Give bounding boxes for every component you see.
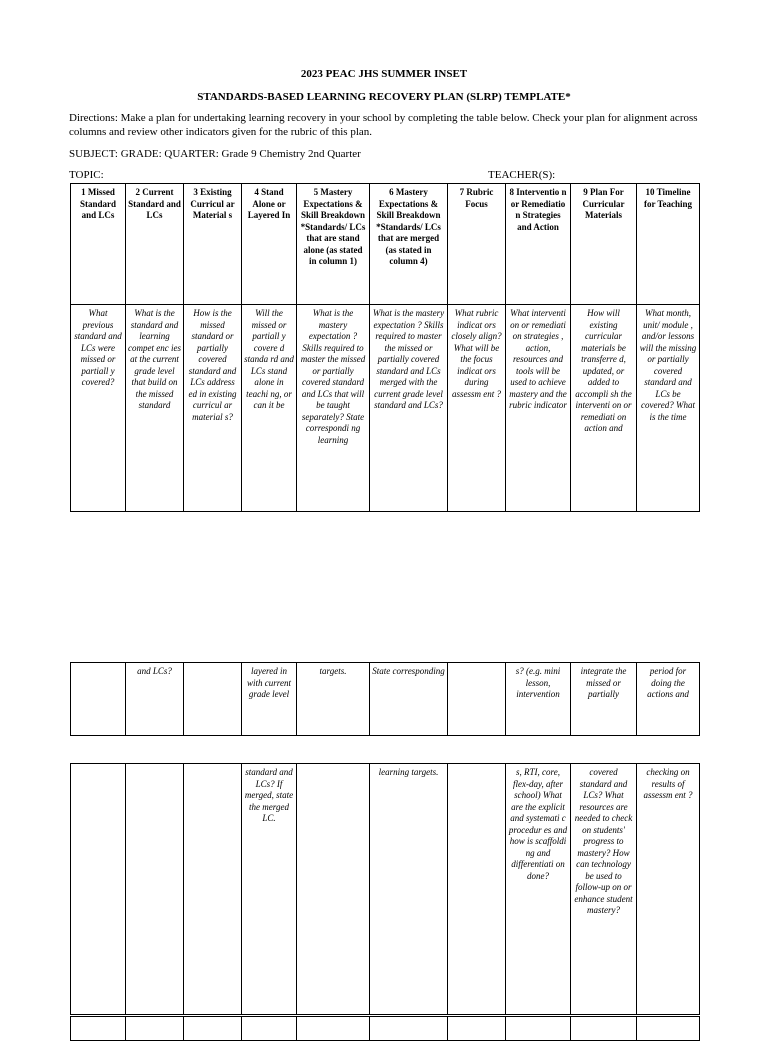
table-cell: s? (e.g. mini lesson, intervention [506,663,571,736]
table-cell: How will existing curricular materials be transferre d, updated, or added to accompli sh the interventi on or remediati on action and [571,305,637,512]
table-cell: targets. [297,663,370,736]
header-cell: 5 Mastery Expectations & Skill Breakdown *Standards/ LCs that are stand alone (as stated in column 1) [297,184,370,305]
header-cell: 10 Timeline for Teaching [637,184,700,305]
table-cell: period for doing the actions and [637,663,700,736]
header-row [71,184,700,305]
table-cell: standard and LCs? If merged, state the merged LC. [242,764,297,1015]
table-cell [506,1017,571,1041]
header-cell: 8 Interventio n or Remediatio n Strategies and Action [506,184,571,305]
table-cell: State corresponding [370,663,448,736]
teachers-label: TEACHER(S): [488,169,556,181]
table-cell: checking on results of assessm ent ? [637,764,700,1015]
header-cell: 7 Rubric Focus [448,184,506,305]
table-cell: What is the standard and learning compet enc ies at the current grade level that build on the missed standard [126,305,184,512]
table-cell [448,764,506,1015]
template-title: STANDARDS-BASED LEARNING RECOVERY PLAN (SLRP) TEMPLATE* [197,91,571,103]
table-row [71,1017,700,1041]
table-row [71,764,700,1015]
table-cell: and LCs? [126,663,184,736]
table-cell: learning targets. [370,764,448,1015]
header-cell: 9 Plan For Curricular Materials [571,184,637,305]
table-cell: What rubric indicat ors closely align? What will be the focus indicat ors during assessm ent ? [448,305,506,512]
table-cell [448,663,506,736]
table-cell [571,1017,637,1041]
table-cell: What is the mastery expectation ? Skills required to master the missed or partially covered standard and LCs merged with the current grade level standard and LCs? [370,305,448,512]
table-cell [297,764,370,1015]
header-cell: 2 Current Standard and LCs [126,184,184,305]
document-title: 2023 PEAC JHS SUMMER INSET [300,68,468,80]
table-cell [448,1017,506,1041]
directions-text: Directions: Make a plan for undertaking learning recovery in your school by completing the table below. Check your plan for alignment across columns and review other indicators given for the rubric of this plan. [69,112,698,138]
header-cell: 3 Existing Curricul ar Material s [184,184,242,305]
table-cell [184,1017,242,1041]
table-cell: What month, unit/ module , and/or lessons will the missing or partially covered standard and LCs be covered? What is the time [637,305,700,512]
table-cell [71,1017,126,1041]
slrp-table-page4 [70,1016,700,1041]
header-cell: 4 Stand Alone or Layered In [242,184,297,305]
table-cell [184,663,242,736]
header-cell: 1 Missed Standard and LCs [71,184,126,305]
table-cell: integrate the missed or partially [571,663,637,736]
table-cell: Will the missed or partiall y covere d standa rd and LCs stand alone in teachi ng, or can it be [242,305,297,512]
table-cell [184,764,242,1015]
table-cell: layered in with current grade level [242,663,297,736]
subject-line: SUBJECT: GRADE: QUARTER: Grade 9 Chemistry 2nd Quarter [69,148,361,160]
table-cell: s, RTI, core, flex-day, after school) What are the explicit and systemati c procedur es and how is scaffoldi ng and differentiati on done? [506,764,571,1015]
table-cell [126,1017,184,1041]
table-cell [297,1017,370,1041]
table-cell [637,1017,700,1041]
table-cell [242,1017,297,1041]
table-cell [126,764,184,1015]
slrp-table-page3 [70,763,700,1015]
table-row [71,663,700,736]
table-cell [71,663,126,736]
table-cell [71,764,126,1015]
table-cell: What is the mastery expectation ? Skills required to master the missed or partially covered standard and LCs that will be taught separately? State correspondi ng learning [297,305,370,512]
table-cell: What previous standard and LCs were missed or partiall y covered? [71,305,126,512]
header-cell: 6 Mastery Expectations & Skill Breakdown *Standards/ LCs that are merged (as stated in column 4) [370,184,448,305]
table-row [71,305,700,512]
table-cell [370,1017,448,1041]
topic-label: TOPIC: [69,169,104,181]
slrp-table-page2 [70,662,700,736]
table-cell: covered standard and LCs? What resources are needed to check on students' progress to mastery? How can technology be used to follow-up on or enhance student mastery? [571,764,637,1015]
table-cell: How is the missed standard or partially covered standard and LCs address ed in existing curricul ar material s? [184,305,242,512]
table-cell: What interventi on or remediati on strategies , action, resources and tools will be used to achieve mastery and the rubric indicator [506,305,571,512]
slrp-table-page1 [70,183,700,512]
